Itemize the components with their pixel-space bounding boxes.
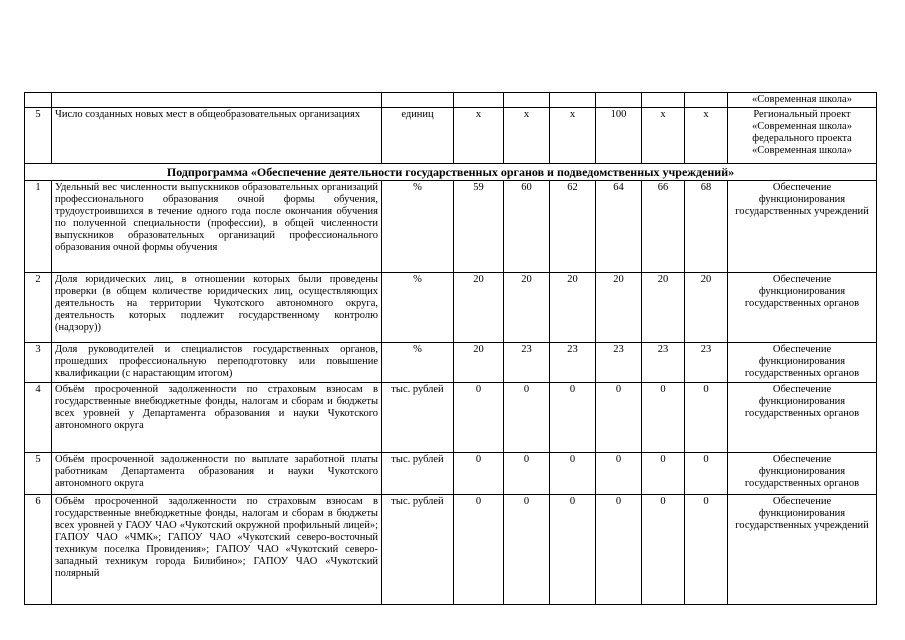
cell-unit: тыс. рублей [382, 383, 454, 453]
cell-value: 64 [596, 181, 642, 273]
cell-num: 1 [25, 181, 52, 273]
cell-indicator: Удельный вес численности выпускников образовательных организаций профессионального образования очной формы обучения, трудоустроившихся в течение одного года после окончания обучения по полученной специальности (профессии), в общей численности выпускников образовательных организаций профессионального образования очной формы обучения [52, 181, 382, 273]
cell-value: 60 [504, 181, 550, 273]
table-row [25, 273, 877, 343]
cell-value: 20 [550, 273, 596, 343]
cell-value: 20 [504, 273, 550, 343]
cell-value: 100 [596, 108, 642, 164]
cell-value: 0 [596, 495, 642, 605]
cell-value: 23 [550, 343, 596, 383]
cell-unit: % [382, 343, 454, 383]
table-row [25, 495, 877, 605]
table-row [25, 181, 877, 273]
cell-value: 0 [550, 453, 596, 495]
cell-note: Обеспечение функционирования государственных учреждений [728, 495, 877, 605]
cell-indicator: Объём просроченной задолженности по страховым взносам в государственные внебюджетные фонды, налогам и сборам и бюджеты всех уровней у Департамента образования и науки Чукотского автономного округа [52, 383, 382, 453]
cell-indicator: Доля руководителей и специалистов государственных органов, прошедших профессиональную переподготовку или повышение квалификации (с нарастающим итогом) [52, 343, 382, 383]
cell-value: 59 [454, 181, 504, 273]
table-row [25, 93, 877, 108]
cell-value: 0 [596, 383, 642, 453]
cell-indicator: Объём просроченной задолженности по выплате заработной платы работникам Департамента образования и науки Чукотского автономного округа [52, 453, 382, 495]
table-row [25, 453, 877, 495]
cell-note: Обеспечение функционирования государственных органов [728, 273, 877, 343]
cell-value: 0 [642, 383, 685, 453]
cell-num: 4 [25, 383, 52, 453]
cell-num: 5 [25, 108, 52, 164]
cell-num: 3 [25, 343, 52, 383]
indicators-table [24, 92, 877, 605]
cell-value: 0 [454, 383, 504, 453]
cell-note: Обеспечение функционирования государственных органов [728, 383, 877, 453]
table-row [25, 108, 877, 164]
cell-value: 0 [642, 453, 685, 495]
cell-unit: единиц [382, 108, 454, 164]
cell-value: 62 [550, 181, 596, 273]
cell-value: 20 [454, 273, 504, 343]
cell-value: 0 [454, 495, 504, 605]
cell-value: 0 [550, 383, 596, 453]
cell-value: 0 [504, 453, 550, 495]
cell-value: 0 [504, 495, 550, 605]
cell-value: 20 [454, 343, 504, 383]
cell-num: 5 [25, 453, 52, 495]
cell-value: х [685, 108, 728, 164]
cell-value: 0 [504, 383, 550, 453]
cell-value: х [550, 108, 596, 164]
cell-value: 0 [596, 453, 642, 495]
cell-value: 20 [596, 273, 642, 343]
cell-value: 0 [642, 495, 685, 605]
cell-value: 66 [642, 181, 685, 273]
cell-value: 0 [454, 453, 504, 495]
cell-note: Обеспечение функционирования государственных органов [728, 453, 877, 495]
cell-note: Региональный проект «Современная школа» федерального проекта «Современная школа» [728, 108, 877, 164]
cell-value: 0 [685, 495, 728, 605]
cell-value: 0 [550, 495, 596, 605]
cell-note: «Современная школа» [728, 93, 877, 108]
cell-value: х [642, 108, 685, 164]
cell-num: 6 [25, 495, 52, 605]
cell-value: 23 [685, 343, 728, 383]
cell-unit: % [382, 273, 454, 343]
cell-unit: тыс. рублей [382, 495, 454, 605]
cell-unit: % [382, 181, 454, 273]
cell-unit: тыс. рублей [382, 453, 454, 495]
cell-num: 2 [25, 273, 52, 343]
section-title: Подпрограмма «Обеспечение деятельности государственных органов и подведомственных учреждений» [25, 164, 877, 181]
cell-value: 68 [685, 181, 728, 273]
cell-value: 0 [685, 383, 728, 453]
cell-value: х [454, 108, 504, 164]
cell-indicator: Доля юридических лиц, в отношении которых были проведены проверки (в общем количестве юридических лиц, осуществляющих деятельность на территории Чукотского автономного округа, деятельность которых подлежит государственному контролю (надзору)) [52, 273, 382, 343]
table-row [25, 383, 877, 453]
cell-value: 20 [642, 273, 685, 343]
cell-value: х [504, 108, 550, 164]
section-row [25, 164, 877, 181]
cell-note: Обеспечение функционирования государственных учреждений [728, 181, 877, 273]
cell-indicator: Объём просроченной задолженности по страховым взносам в государственные внебюджетные фонды, налогам и сборам в бюджеты всех уровней у ГАОУ ЧАО «Чукотский окружной профильный лицей»; ГАПОУ ЧАО «ЧМК»; ГАПОУ ЧАО «Чукотский северо-восточный техникум поселка Провидения»; ГАПОУ ЧАО «Чукотский северо-западный техникум города Билибино»; ГАПОУ ЧАО «Чукотский полярный [52, 495, 382, 605]
cell-note: Обеспечение функционирования государственных органов [728, 343, 877, 383]
table-row [25, 343, 877, 383]
cell-value: 23 [504, 343, 550, 383]
cell-value: 20 [685, 273, 728, 343]
cell-value: 23 [596, 343, 642, 383]
cell-value: 0 [685, 453, 728, 495]
cell-indicator: Число созданных новых мест в общеобразовательных организациях [52, 108, 382, 164]
cell-value: 23 [642, 343, 685, 383]
